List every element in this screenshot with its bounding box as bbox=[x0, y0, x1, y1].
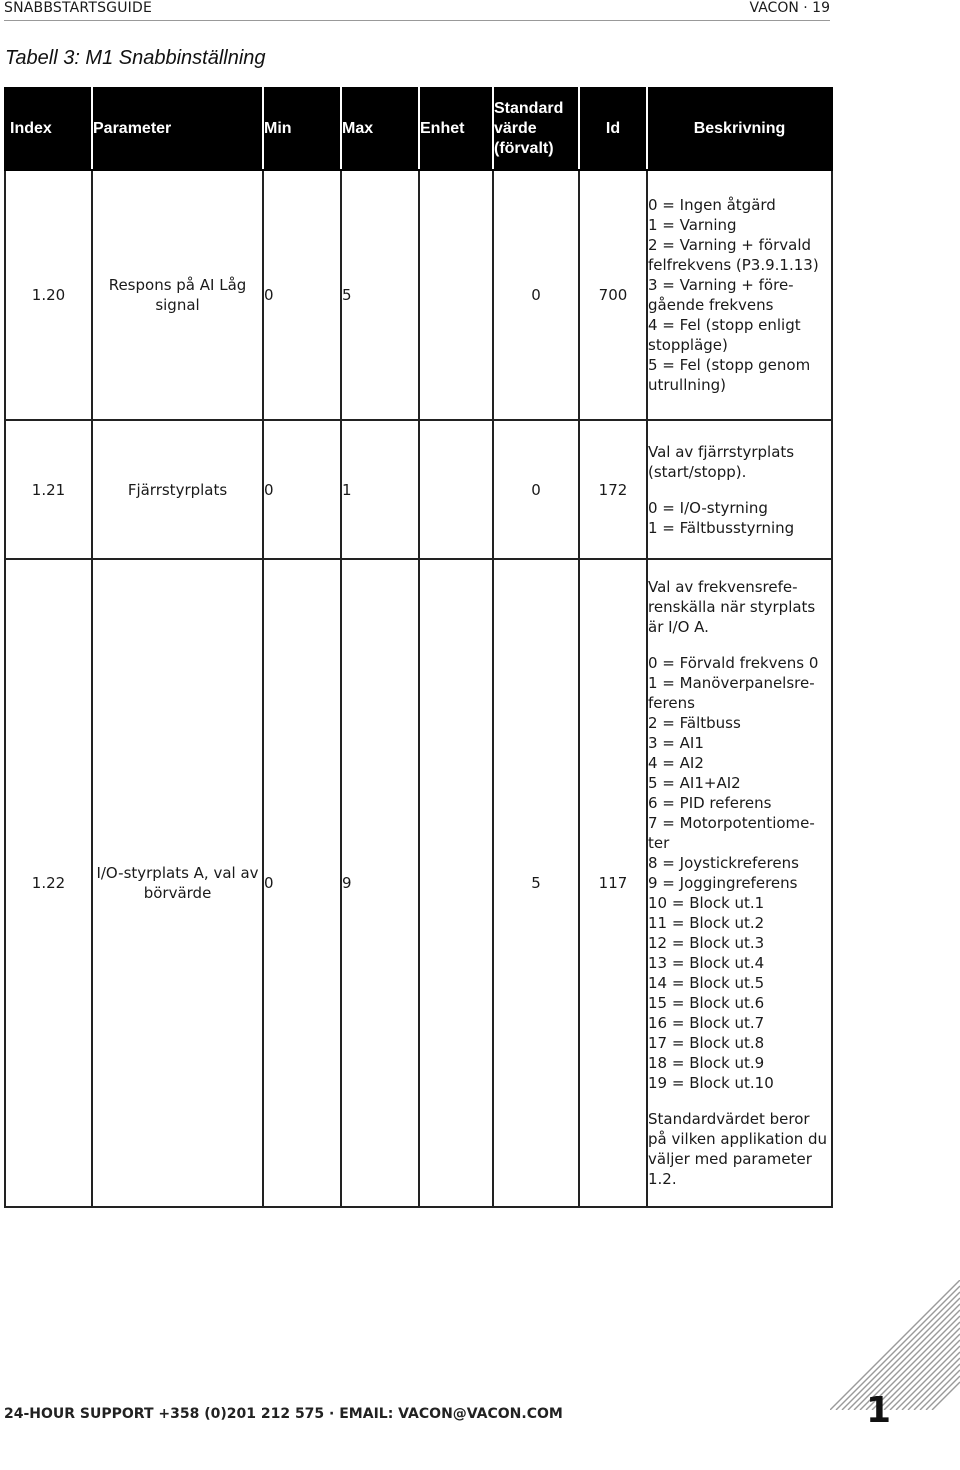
table-title: Tabell 3: M1 Snabbinställning bbox=[5, 47, 266, 69]
column-header-default-line-3: (förvalt) bbox=[494, 140, 554, 157]
desc-line: 14 = Block ut.5 bbox=[648, 974, 765, 992]
row-id: 700 bbox=[579, 170, 647, 420]
row-max: 5 bbox=[341, 170, 419, 420]
row-unit bbox=[419, 559, 493, 1207]
desc-line: 4 = Fel (stopp enligt bbox=[648, 316, 801, 334]
desc-line: 15 = Block ut.6 bbox=[648, 994, 765, 1012]
header-page-number: VACON · 19 bbox=[749, 0, 830, 16]
desc-line: 16 = Block ut.7 bbox=[648, 1014, 765, 1032]
column-header-description: Beskrivning bbox=[647, 88, 832, 170]
header-guide-title: SNABBSTARTSGUIDE bbox=[4, 0, 153, 16]
desc-intro-line: renskälla när styrplats bbox=[648, 598, 816, 616]
row-default: 5 bbox=[493, 559, 579, 1207]
row-max: 1 bbox=[341, 420, 419, 559]
footer-support: 24-HOUR SUPPORT +358 (0)201 212 575 · EMAIL: VACON@VACON.COM bbox=[4, 1406, 563, 1422]
page-header bbox=[4, 0, 830, 18]
desc-line: 3 = Varning + före- bbox=[648, 276, 794, 294]
desc-intro-line: Val av frekvensrefe- bbox=[648, 578, 798, 596]
desc-line: 5 = Fel (stopp genom bbox=[648, 356, 811, 374]
desc-outro-line: Standardvärdet beror bbox=[648, 1110, 810, 1128]
desc-line: 1 = Varning bbox=[648, 216, 737, 234]
desc-line: gående frekvens bbox=[648, 296, 774, 314]
row-index: 1.20 bbox=[5, 170, 92, 420]
row-min: 0 bbox=[263, 170, 341, 420]
desc-line: 7 = Motorpotentiome- bbox=[648, 814, 815, 832]
desc-line: ferens bbox=[648, 694, 695, 712]
row-parameter-line-2: börvärde bbox=[143, 884, 212, 902]
desc-line: stoppläge) bbox=[648, 336, 728, 354]
column-header-max: Max bbox=[341, 88, 419, 170]
row-parameter-line-1: Fjärrstyrplats bbox=[127, 480, 228, 499]
row-parameter bbox=[92, 559, 263, 1207]
desc-line: 11 = Block ut.2 bbox=[648, 914, 765, 932]
row-parameter bbox=[92, 420, 263, 559]
row-default: 0 bbox=[493, 170, 579, 420]
row-parameter-line-2: signal bbox=[155, 296, 200, 314]
desc-line: 1 = Fältbusstyrning bbox=[648, 518, 795, 537]
row-max: 9 bbox=[341, 559, 419, 1207]
desc-line: 6 = PID referens bbox=[648, 794, 772, 812]
desc-outro-line: på vilken applikation du bbox=[648, 1130, 828, 1148]
desc-line: 2 = Fältbuss bbox=[648, 714, 741, 732]
table-row bbox=[5, 559, 832, 1207]
desc-line: 19 = Block ut.10 bbox=[648, 1074, 774, 1092]
row-description bbox=[647, 559, 832, 1207]
desc-line: 10 = Block ut.1 bbox=[648, 894, 765, 912]
table-row bbox=[5, 170, 832, 420]
desc-line: 12 = Block ut.3 bbox=[648, 934, 765, 952]
row-description bbox=[647, 420, 832, 559]
spacer bbox=[648, 1093, 831, 1109]
column-header-parameter: Parameter bbox=[92, 88, 263, 170]
header-rule bbox=[4, 20, 830, 21]
table-header-row bbox=[5, 88, 832, 170]
column-header-id: Id bbox=[579, 88, 647, 170]
parameter-table bbox=[4, 87, 833, 1208]
desc-line: 17 = Block ut.8 bbox=[648, 1034, 765, 1052]
row-unit bbox=[419, 170, 493, 420]
desc-line: ter bbox=[648, 834, 670, 852]
desc-outro-line: väljer med parameter bbox=[648, 1150, 812, 1168]
row-unit bbox=[419, 420, 493, 559]
desc-line: 4 = AI2 bbox=[648, 754, 704, 772]
desc-line: felfrekvens (P3.9.1.13) bbox=[648, 256, 819, 274]
column-header-unit: Enhet bbox=[419, 88, 493, 170]
desc-line: 5 = AI1+AI2 bbox=[648, 774, 741, 792]
footer-page-mark: 1 bbox=[866, 1390, 892, 1431]
column-header-default-line-1: Standard bbox=[494, 100, 564, 117]
desc-line: 13 = Block ut.4 bbox=[648, 954, 765, 972]
row-parameter bbox=[92, 170, 263, 420]
corner-stripes-decoration bbox=[830, 1280, 960, 1410]
column-header-default bbox=[493, 88, 579, 170]
desc-outro-line: 1.2. bbox=[648, 1170, 677, 1188]
column-header-default-line-2: värde bbox=[494, 120, 537, 137]
desc-line: 0 = I/O-styrning bbox=[648, 498, 768, 517]
desc-line: utrullning) bbox=[648, 376, 726, 394]
row-index: 1.22 bbox=[5, 559, 92, 1207]
row-default: 0 bbox=[493, 420, 579, 559]
desc-line: 1 = Manöverpanelsre- bbox=[648, 674, 815, 692]
desc-line: 3 = AI1 bbox=[648, 734, 704, 752]
row-min: 0 bbox=[263, 420, 341, 559]
desc-line: 9 = Joggingreferens bbox=[648, 874, 798, 892]
spacer bbox=[648, 637, 831, 653]
row-index: 1.21 bbox=[5, 420, 92, 559]
spacer bbox=[648, 482, 831, 498]
row-parameter-line-1: Respons på AI Låg bbox=[108, 276, 247, 294]
desc-line: 0 = Ingen åtgärd bbox=[648, 196, 776, 214]
row-id: 172 bbox=[579, 420, 647, 559]
row-min: 0 bbox=[263, 559, 341, 1207]
column-header-min: Min bbox=[263, 88, 341, 170]
desc-line: 2 = Varning + förvald bbox=[648, 236, 812, 254]
desc-line: 0 = Förvald frekvens 0 bbox=[648, 654, 819, 672]
desc-intro-line: är I/O A. bbox=[648, 618, 709, 636]
desc-line: 8 = Joystickreferens bbox=[648, 854, 799, 872]
desc-intro-line: (start/stopp). bbox=[648, 462, 747, 481]
table-row bbox=[5, 420, 832, 559]
row-id: 117 bbox=[579, 559, 647, 1207]
desc-line: 18 = Block ut.9 bbox=[648, 1054, 765, 1072]
row-parameter-line-1: I/O-styrplats A, val av bbox=[96, 864, 259, 882]
desc-intro-line: Val av fjärrstyrplats bbox=[648, 442, 795, 461]
row-description bbox=[647, 170, 832, 420]
column-header-index: Index bbox=[5, 88, 92, 170]
